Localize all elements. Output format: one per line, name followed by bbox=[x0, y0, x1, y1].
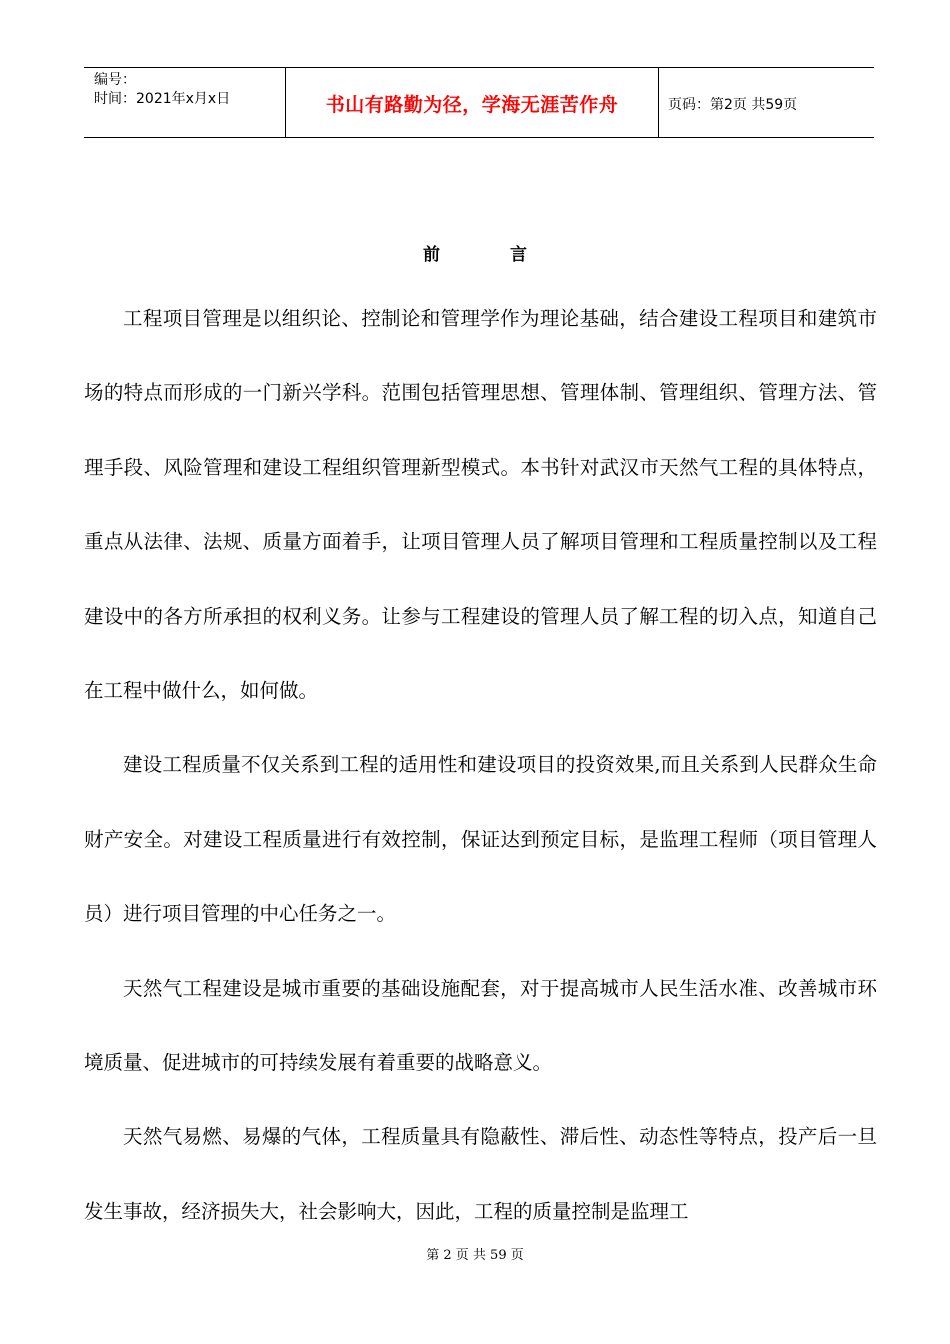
page-footer: 第 2 页 共 59 页 bbox=[426, 1248, 524, 1263]
header-meta bbox=[94, 71, 230, 109]
header-page-info: 页码：第2页 共59页 bbox=[668, 97, 798, 113]
header-divider bbox=[658, 68, 659, 137]
body-paragraph: 天然气工程建设是城市重要的基础设施配套，对于提高城市人民生活水准、改善城市环境质量、促进城市的可持续发展有着重要的战略意义。 bbox=[84, 976, 877, 1075]
document-number-label: 编号： bbox=[94, 72, 136, 88]
page-header bbox=[84, 67, 874, 138]
header-motto: 书山有路勤为径，学海无涯苦作舟 bbox=[325, 94, 619, 116]
body-paragraph: 工程项目管理是以组织论、控制论和管理学作为理论基础，结合建设工程项目和建筑市场的特点而形成的一门新兴学科。范围包括管理思想、管理体制、管理组织、管理方法、管理手段、风险管理和建设工程组织管理新型模式。本书针对武汉市天然气工程的具体特点，重点从法律、法规、质量方面着手，让项目管理人员了解项目管理和工程质量控制以及工程建设中的各方所承担的权利义务。让参与工程建设的管理人员了解工程的切入点，知道自己在工程中做什么，如何做。 bbox=[84, 307, 877, 703]
body-paragraph: 天然气易燃、易爆的气体，工程质量具有隐蔽性、滞后性、动态性等特点，投产后一旦发生事故，经济损失大，社会影响大，因此，工程的质量控制是监理工 bbox=[84, 1125, 877, 1223]
page-title: 前 言 bbox=[423, 245, 559, 265]
document-body bbox=[84, 282, 877, 1249]
document-time-label: 时间：2021年x月x日 bbox=[94, 91, 231, 107]
body-paragraph: 建设工程质量不仅关系到工程的适用性和建设项目的投资效果,而且关系到人民群众生命财产安全。对建设工程质量进行有效控制，保证达到预定目标，是监理工程师（项目管理人员）进行项目管理的中心任务之一。 bbox=[84, 753, 877, 926]
